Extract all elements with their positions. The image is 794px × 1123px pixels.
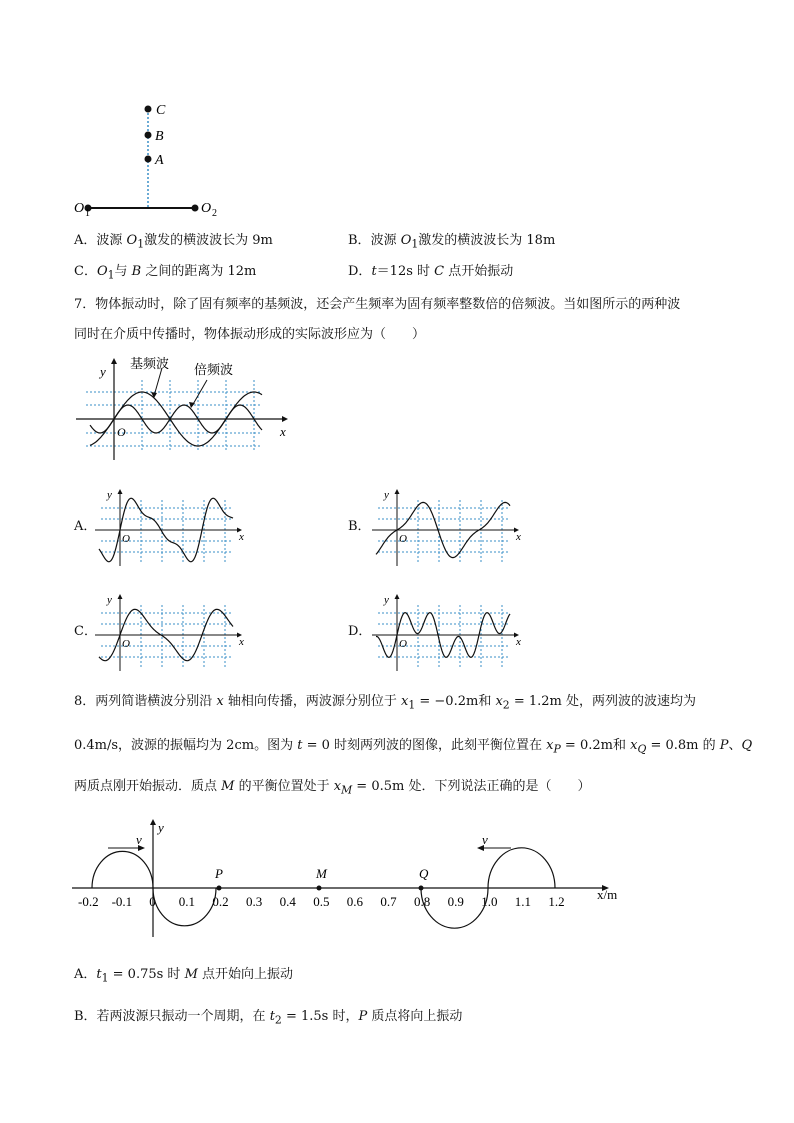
point-q-label: Q <box>419 866 429 881</box>
x-tick-label: 0.1 <box>178 894 196 909</box>
y-axis-label: y <box>384 594 389 606</box>
source-o2-label: O <box>201 201 212 216</box>
x-tick-label: 1.0 <box>481 894 498 909</box>
x-tick-label: 0.3 <box>246 894 263 909</box>
figure-q8-waves <box>66 815 636 940</box>
origin-label: O <box>122 638 130 650</box>
option-b-graph <box>370 486 530 568</box>
point-a-label: A <box>155 153 164 168</box>
svg-text:2: 2 <box>212 208 217 219</box>
y-axis-label: y <box>107 489 112 501</box>
svg-text:x: x <box>280 424 286 439</box>
y-axis-label: y <box>107 594 112 606</box>
q8-option-b: B．若两波源只振动一个周期，在 $t_2 = 1.5s$ 时，P 质点将向上振动 <box>74 1009 463 1027</box>
x-tick-label: 0.2 <box>212 894 229 909</box>
svg-text:y: y <box>100 364 106 379</box>
x-tick-label: 0.8 <box>414 894 431 909</box>
figure-q7-waves <box>72 352 297 462</box>
x-tick-label: 0.6 <box>346 894 364 909</box>
x-tick-label: 0.7 <box>380 894 397 909</box>
q7-line-2: 同时在介质中传播时，物体振动形成的实际波形应为（ ） <box>74 327 426 342</box>
y-axis-label: y <box>384 489 389 501</box>
x-tick-label: -0.1 <box>111 894 133 909</box>
point-p-label: P <box>215 866 223 881</box>
svg-text:y: y <box>158 820 164 835</box>
q8-line-2: 0.4m/s，波源的振幅均为 2cm。图为 t = 0 时刻两列波的图像，此刻平衡位置在 $x_P = 0.2m$和 $x_Q = 0.8m$ 的 P、Q <box>74 738 753 756</box>
q7-option-b-label: B． <box>348 519 371 534</box>
option-d-graph <box>370 591 530 673</box>
x-tick-label: 0.5 <box>313 894 330 909</box>
origin-label: O <box>399 533 407 545</box>
option-a-graph <box>93 486 253 568</box>
x-tick-label: -0.2 <box>78 894 99 909</box>
origin-label: O <box>399 638 407 650</box>
q7-line-1: 7．物体振动时，除了固有频率的基频波，还会产生频率为固有频率整数倍的倍频波。当如图所示的两种波 <box>74 297 681 312</box>
svg-text:v: v <box>482 832 488 847</box>
q6-option-b: B．波源 $O_1$激发的横波波长为 18m <box>348 233 556 251</box>
q8-option-a: A．$t_1 = 0.75s$ 时 M 点开始向上振动 <box>74 967 294 985</box>
point-c-label: C <box>156 103 166 118</box>
svg-text:v: v <box>136 832 142 847</box>
q6-option-a: A．波源 $O_1$激发的横波波长为 9m <box>74 233 273 251</box>
x-axis-label: x <box>239 531 244 543</box>
x-tick-label: 0 <box>149 894 156 909</box>
x-tick-label: 1.2 <box>548 894 565 909</box>
x-axis-label: x <box>516 636 521 648</box>
q7-option-c-label: C． <box>74 624 97 639</box>
point-m-label: M <box>316 866 327 881</box>
origin-label: O <box>122 533 130 545</box>
x-axis-label: x <box>516 531 521 543</box>
q6-option-c: C．$O_1$与 B 之间的距离为 12m <box>74 264 257 282</box>
q8-line-1: 8．两列简谐横波分别沿 x 轴相向传播，两波源分别位于 $x_1 = -0.2m$和 $x_2 = 1.2m$ 处，两列波的波速均为 <box>74 694 696 712</box>
harmonic-wave-label: 倍频波 <box>194 362 234 377</box>
svg-text:O: O <box>117 425 126 439</box>
x-tick-label: 0.9 <box>447 894 464 909</box>
x-axis-label: x <box>239 636 244 648</box>
svg-text:1: 1 <box>85 208 90 219</box>
point-b-label: B <box>155 129 164 144</box>
x-tick-label: 1.1 <box>514 894 532 909</box>
q7-option-d-label: D． <box>348 624 372 639</box>
figure-q6 <box>60 95 230 225</box>
x-tick-label: 0.4 <box>279 894 296 909</box>
q6-option-d: D．t＝12s 时 C 点开始振动 <box>348 264 514 279</box>
option-c-graph <box>93 591 253 673</box>
x-axis-label: x/m <box>597 887 618 902</box>
fundamental-wave-label: 基频波 <box>130 356 170 371</box>
source-o1-label: O <box>74 201 85 216</box>
q7-option-a-label: A． <box>74 519 97 534</box>
q8-line-3: 两质点刚开始振动．质点 M 的平衡位置处于 $x_M = 0.5m$ 处．下列说法正确的是（ ） <box>74 779 591 797</box>
